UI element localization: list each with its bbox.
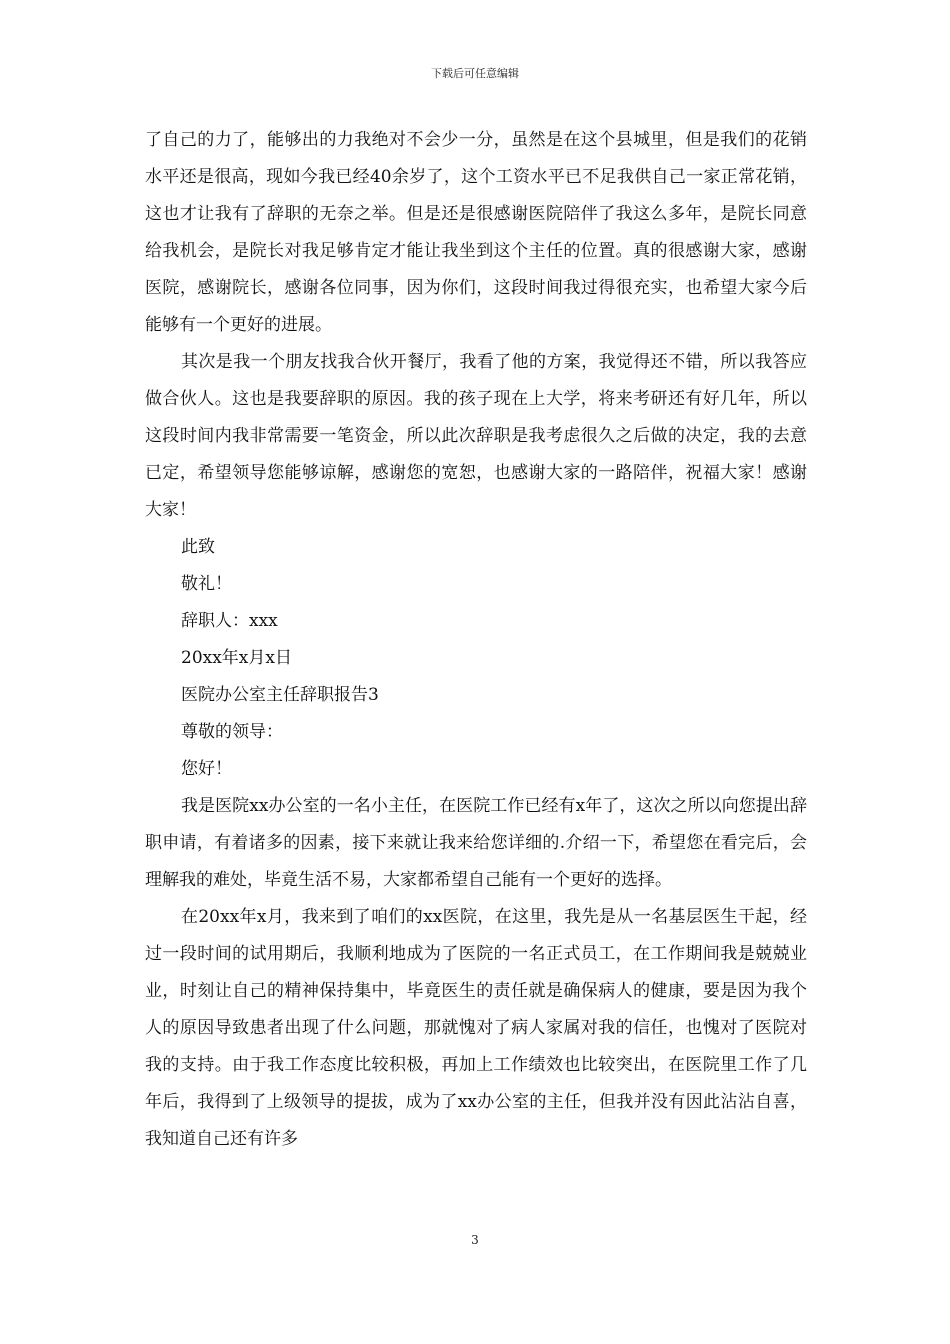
paragraph: 在20xx年x月，我来到了咱们的xx医院，在这里，我先是从一名基层医生干起，经过一段时间的试用期后，我顺利地成为了医院的一名正式员工，在工作期间我是兢兢业业，时刻让自己的精神保持集中，毕竟医生的责任就是确保病人的健康，要是因为我个人的原因导致患者出现了什么问题，那就愧对了病人家属对我的信任，也愧对了医院对我的支持。由于我工作态度比较积极，再加上工作绩效也比较突出，在医院里工作了几年后，我得到了上级领导的提拔，成为了xx办公室的主任，但我并没有因此沾沾自喜，我知道自己还有许多 [145,907,807,1149]
document-body [145,122,807,1158]
section-title: 医院办公室主任辞职报告3 [181,685,379,705]
greeting-hello: 您好！ [181,759,232,779]
page-header: 下载后可任意编辑 [431,67,519,80]
paragraph: 其次是我一个朋友找我合伙开餐厅，我看了他的方案，我觉得还不错，所以我答应做合伙人。这也是我要辞职的原因。我的孩子现在上大学，将来考研还有好几年，所以这段时间内我非常需要一笔资金，所以此次辞职是我考虑很久之后做的决定，我的去意已定，希望领导您能够谅解，感谢您的宽恕，也感谢大家的一路陪伴，祝福大家！感谢大家！ [145,352,807,520]
closing-salutation: 此致 [181,537,215,557]
greeting: 尊敬的领导： [181,722,283,742]
paragraph: 了自己的力了，能够出的力我绝对不会少一分，虽然是在这个县城里，但是我们的花销水平还是很高，现如今我已经40余岁了，这个工资水平已不足我供自己一家正常花销，这也才让我有了辞职的无奈之举。但是还是很感谢医院陪伴了我这么多年，是院长同意给我机会，是院长对我足够肯定才能让我坐到这个主任的位置。真的很感谢大家，感谢医院，感谢院长，感谢各位同事，因为你们，这段时间我过得很充实，也希望大家今后能够有一个更好的进展。 [145,130,807,335]
closing-regards: 敬礼！ [181,574,232,594]
paragraph: 我是医院xx办公室的一名小主任，在医院工作已经有x年了，这次之所以向您提出辞职申请，有着诸多的因素，接下来就让我来给您详细的.介绍一下，希望您在看完后，会理解我的难处，毕竟生活不易，大家都希望自己能有一个更好的选择。 [145,796,807,890]
page-number: 3 [471,1233,479,1247]
date-line: 20xx年x月x日 [181,648,292,668]
signature-line: 辞职人：xxx [181,611,278,631]
